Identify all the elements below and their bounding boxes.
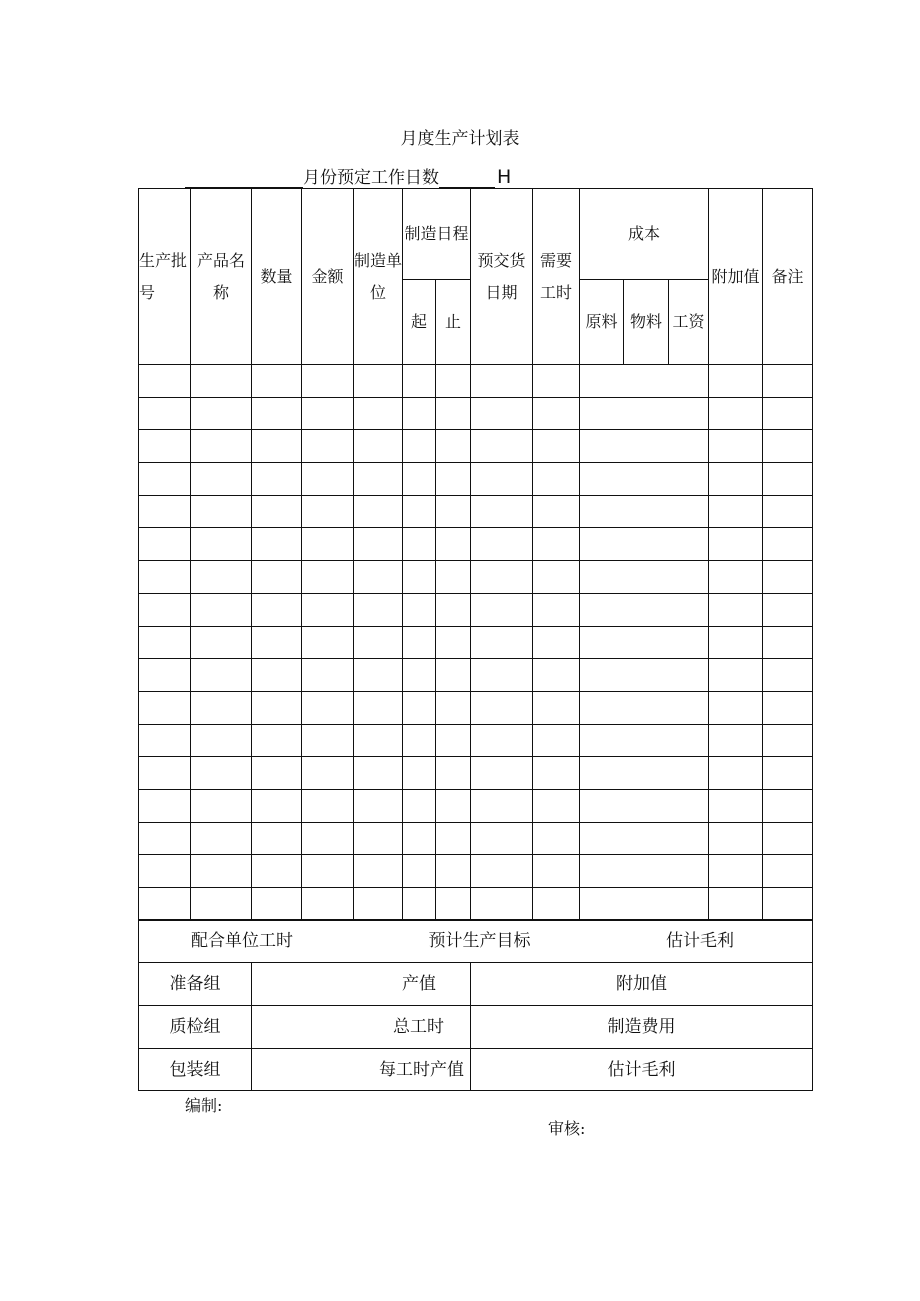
table-cell[interactable] (436, 593, 471, 626)
table-cell[interactable] (580, 593, 709, 626)
table-cell[interactable] (139, 463, 191, 496)
table-cell[interactable] (354, 430, 403, 463)
table-cell[interactable] (191, 724, 252, 757)
table-cell[interactable] (354, 528, 403, 561)
table-cell[interactable] (763, 397, 813, 430)
table-cell[interactable] (354, 659, 403, 692)
table-cell[interactable] (403, 855, 436, 888)
table-cell[interactable] (403, 626, 436, 659)
table-cell[interactable] (252, 659, 302, 692)
table-cell[interactable] (252, 691, 302, 724)
table-cell[interactable] (763, 659, 813, 692)
table-cell[interactable] (533, 691, 580, 724)
summary-target-total-hours: 总工时 (252, 1006, 471, 1049)
table-cell[interactable] (533, 822, 580, 855)
table-cell[interactable] (533, 561, 580, 594)
summary-group-prep: 准备组 (139, 963, 252, 1006)
table-cell[interactable] (252, 430, 302, 463)
table-row (139, 430, 813, 463)
table-cell[interactable] (354, 888, 403, 921)
table-cell[interactable] (709, 495, 763, 528)
table-cell[interactable] (302, 430, 354, 463)
table-cell[interactable] (763, 593, 813, 626)
table-cell[interactable] (191, 691, 252, 724)
table-cell[interactable] (471, 430, 533, 463)
table-cell[interactable] (709, 463, 763, 496)
table-cell[interactable] (436, 430, 471, 463)
table-cell[interactable] (709, 626, 763, 659)
table-cell[interactable] (763, 789, 813, 822)
table-cell[interactable] (139, 528, 191, 561)
table-cell[interactable] (580, 626, 709, 659)
production-plan-table (138, 188, 813, 921)
table-cell[interactable] (191, 659, 252, 692)
table-cell[interactable] (354, 822, 403, 855)
table-cell[interactable] (436, 789, 471, 822)
table-cell[interactable] (436, 365, 471, 398)
table-cell[interactable] (436, 659, 471, 692)
header-start: 起 (403, 280, 436, 365)
table-cell[interactable] (533, 724, 580, 757)
table-cell[interactable] (763, 724, 813, 757)
table-row (139, 365, 813, 398)
table-cell[interactable] (354, 626, 403, 659)
header-batch-no: 生产批号 (139, 189, 191, 365)
table-cell[interactable] (139, 789, 191, 822)
reviewed-by-label: 审核: (548, 1119, 586, 1138)
table-row (139, 789, 813, 822)
table-cell[interactable] (139, 822, 191, 855)
table-cell[interactable] (191, 855, 252, 888)
table-cell[interactable] (403, 724, 436, 757)
table-cell[interactable] (580, 463, 709, 496)
table-cell[interactable] (709, 561, 763, 594)
table-cell[interactable] (302, 855, 354, 888)
table-cell[interactable] (580, 397, 709, 430)
compiled-by-label: 编制: (185, 1096, 223, 1115)
table-cell[interactable] (302, 757, 354, 790)
table-cell[interactable] (471, 561, 533, 594)
table-cell[interactable] (533, 495, 580, 528)
table-cell[interactable] (403, 430, 436, 463)
table-cell[interactable] (354, 495, 403, 528)
table-cell[interactable] (533, 789, 580, 822)
table-row (139, 822, 813, 855)
table-row (139, 659, 813, 692)
table-cell[interactable] (252, 365, 302, 398)
table-cell[interactable] (471, 888, 533, 921)
table-cell[interactable] (252, 789, 302, 822)
table-cell[interactable] (763, 430, 813, 463)
table-cell[interactable] (436, 822, 471, 855)
table-row (139, 397, 813, 430)
table-header (139, 189, 813, 365)
table-cell[interactable] (302, 561, 354, 594)
table-cell[interactable] (302, 495, 354, 528)
table-cell[interactable] (354, 561, 403, 594)
table-cell[interactable] (763, 888, 813, 921)
table-cell[interactable] (139, 495, 191, 528)
table-cell[interactable] (302, 365, 354, 398)
table-cell[interactable] (763, 822, 813, 855)
table-cell[interactable] (302, 659, 354, 692)
table-cell[interactable] (252, 495, 302, 528)
table-cell[interactable] (354, 365, 403, 398)
table-row (139, 561, 813, 594)
summary-group-qc: 质检组 (139, 1006, 252, 1049)
table-cell[interactable] (580, 789, 709, 822)
table-cell[interactable] (471, 528, 533, 561)
table-cell[interactable] (763, 495, 813, 528)
table-cell[interactable] (533, 430, 580, 463)
table-cell[interactable] (436, 888, 471, 921)
table-cell[interactable] (252, 528, 302, 561)
table-cell[interactable] (763, 691, 813, 724)
table-row (139, 724, 813, 757)
header-raw-material: 原料 (580, 280, 624, 365)
days-blank[interactable] (439, 169, 495, 188)
header-required-hours: 需要工时 (533, 189, 580, 365)
table-cell[interactable] (709, 888, 763, 921)
summary-table (138, 919, 813, 1091)
header-mfg-schedule: 制造日程 (403, 189, 471, 280)
table-cell[interactable] (354, 691, 403, 724)
hours-unit: H (497, 166, 512, 188)
table-cell[interactable] (471, 659, 533, 692)
table-cell[interactable] (252, 724, 302, 757)
table-row (139, 626, 813, 659)
table-cell[interactable] (763, 855, 813, 888)
table-cell[interactable] (302, 724, 354, 757)
table-cell[interactable] (533, 855, 580, 888)
table-cell[interactable] (471, 789, 533, 822)
table-cell[interactable] (763, 561, 813, 594)
table-cell[interactable] (403, 757, 436, 790)
table-cell[interactable] (252, 757, 302, 790)
header-materials: 物料 (624, 280, 669, 365)
table-cell[interactable] (354, 593, 403, 626)
table-cell[interactable] (709, 593, 763, 626)
table-cell[interactable] (763, 463, 813, 496)
table-cell[interactable] (139, 626, 191, 659)
table-body (139, 365, 813, 921)
header-mfg-unit: 制造单位 (354, 189, 403, 365)
table-row (139, 495, 813, 528)
table-cell[interactable] (471, 626, 533, 659)
summary-head-target: 预计生产目标 (428, 931, 531, 951)
table-cell[interactable] (252, 561, 302, 594)
table-row (139, 757, 813, 790)
header-amount: 金额 (302, 189, 354, 365)
table-cell[interactable] (436, 724, 471, 757)
table-row (139, 855, 813, 888)
table-cell[interactable] (191, 365, 252, 398)
table-cell[interactable] (580, 691, 709, 724)
table-cell[interactable] (403, 789, 436, 822)
table-cell[interactable] (471, 855, 533, 888)
table-cell[interactable] (302, 528, 354, 561)
header-remarks: 备注 (763, 189, 813, 365)
table-cell[interactable] (436, 397, 471, 430)
table-cell[interactable] (580, 822, 709, 855)
table-cell[interactable] (302, 888, 354, 921)
table-cell[interactable] (436, 855, 471, 888)
summary-profit-mfg-expense: 制造费用 (471, 1006, 813, 1049)
summary-head-profit: 估计毛利 (666, 931, 734, 951)
table-cell[interactable] (252, 463, 302, 496)
table-cell[interactable] (436, 626, 471, 659)
table-cell[interactable] (191, 626, 252, 659)
table-cell[interactable] (139, 757, 191, 790)
table-cell[interactable] (252, 397, 302, 430)
table-cell[interactable] (471, 495, 533, 528)
table-cell[interactable] (763, 757, 813, 790)
table-cell[interactable] (191, 822, 252, 855)
table-row (139, 463, 813, 496)
table-cell[interactable] (580, 659, 709, 692)
table-cell[interactable] (580, 855, 709, 888)
table-cell[interactable] (302, 822, 354, 855)
table-cell[interactable] (580, 724, 709, 757)
table-cell[interactable] (354, 757, 403, 790)
table-cell[interactable] (763, 626, 813, 659)
table-cell[interactable] (436, 463, 471, 496)
summary-header (139, 920, 813, 963)
table-row (139, 888, 813, 921)
table-cell[interactable] (533, 888, 580, 921)
table-row (139, 528, 813, 561)
table-cell[interactable] (403, 691, 436, 724)
table-cell[interactable] (302, 397, 354, 430)
table-cell[interactable] (403, 397, 436, 430)
table-cell[interactable] (191, 397, 252, 430)
summary-group-packing: 包装组 (139, 1049, 252, 1091)
table-cell[interactable] (709, 365, 763, 398)
header-delivery-date: 预交货日期 (471, 189, 533, 365)
table-cell[interactable] (403, 528, 436, 561)
table-cell[interactable] (763, 365, 813, 398)
table-cell[interactable] (139, 397, 191, 430)
table-cell[interactable] (139, 691, 191, 724)
table-cell[interactable] (302, 789, 354, 822)
table-cell[interactable] (709, 691, 763, 724)
summary-head-unit-hours: 配合单位工时 (191, 931, 293, 951)
table-cell[interactable] (436, 691, 471, 724)
table-cell[interactable] (403, 593, 436, 626)
table-cell[interactable] (191, 495, 252, 528)
table-cell[interactable] (252, 855, 302, 888)
table-cell[interactable] (709, 757, 763, 790)
table-cell[interactable] (471, 397, 533, 430)
table-cell[interactable] (139, 561, 191, 594)
table-cell[interactable] (709, 822, 763, 855)
table-cell[interactable] (191, 463, 252, 496)
table-cell[interactable] (302, 593, 354, 626)
table-cell[interactable] (139, 365, 191, 398)
header-quantity: 数量 (252, 189, 302, 365)
table-cell[interactable] (533, 626, 580, 659)
working-days-label: 月份预定工作日数 (303, 168, 439, 188)
table-cell[interactable] (580, 365, 709, 398)
summary-target-output: 产值 (252, 963, 471, 1006)
table-cell[interactable] (191, 593, 252, 626)
table-cell[interactable] (709, 855, 763, 888)
table-cell[interactable] (139, 888, 191, 921)
table-cell[interactable] (252, 593, 302, 626)
table-cell[interactable] (252, 888, 302, 921)
table-cell[interactable] (709, 659, 763, 692)
table-cell[interactable] (580, 430, 709, 463)
header-added-value: 附加值 (709, 189, 763, 365)
table-cell[interactable] (436, 757, 471, 790)
table-cell[interactable] (533, 757, 580, 790)
table-cell[interactable] (709, 528, 763, 561)
table-cell[interactable] (533, 593, 580, 626)
table-cell[interactable] (471, 724, 533, 757)
table-cell[interactable] (403, 561, 436, 594)
summary-target-output-per-hour: 每工时产值 (252, 1049, 471, 1091)
table-cell[interactable] (436, 528, 471, 561)
header-wages: 工资 (669, 280, 709, 365)
summary-profit-added-value: 附加值 (471, 963, 813, 1006)
table-cell[interactable] (533, 463, 580, 496)
table-cell[interactable] (471, 593, 533, 626)
table-cell[interactable] (471, 463, 533, 496)
table-cell[interactable] (403, 822, 436, 855)
working-days-line (185, 163, 511, 188)
table-cell[interactable] (354, 724, 403, 757)
table-cell[interactable] (354, 463, 403, 496)
table-row (139, 593, 813, 626)
table-cell[interactable] (354, 789, 403, 822)
table-cell[interactable] (471, 365, 533, 398)
table-cell[interactable] (709, 789, 763, 822)
table-row (139, 691, 813, 724)
table-cell[interactable] (709, 724, 763, 757)
table-cell[interactable] (302, 691, 354, 724)
table-cell[interactable] (139, 430, 191, 463)
table-cell[interactable] (403, 659, 436, 692)
table-cell[interactable] (580, 561, 709, 594)
form-title: 月度生产计划表 (400, 129, 520, 149)
table-cell[interactable] (139, 724, 191, 757)
table-cell[interactable] (139, 593, 191, 626)
table-cell[interactable] (403, 888, 436, 921)
table-cell[interactable] (403, 495, 436, 528)
table-cell[interactable] (580, 888, 709, 921)
table-cell[interactable] (354, 397, 403, 430)
table-cell[interactable] (471, 691, 533, 724)
table-cell[interactable] (139, 659, 191, 692)
table-cell[interactable] (709, 430, 763, 463)
table-cell[interactable] (302, 626, 354, 659)
table-cell[interactable] (533, 397, 580, 430)
header-product-name: 产品名称 (191, 189, 252, 365)
table-cell[interactable] (191, 757, 252, 790)
table-cell[interactable] (533, 528, 580, 561)
table-cell[interactable] (533, 659, 580, 692)
table-cell[interactable] (533, 365, 580, 398)
table-cell[interactable] (354, 855, 403, 888)
table-cell[interactable] (252, 626, 302, 659)
table-cell[interactable] (191, 528, 252, 561)
table-cell[interactable] (403, 463, 436, 496)
table-cell[interactable] (580, 495, 709, 528)
table-cell[interactable] (471, 757, 533, 790)
table-cell[interactable] (436, 561, 471, 594)
table-cell[interactable] (191, 789, 252, 822)
table-cell[interactable] (709, 397, 763, 430)
table-cell[interactable] (403, 365, 436, 398)
header-cost: 成本 (580, 189, 709, 280)
table-cell[interactable] (139, 855, 191, 888)
table-cell[interactable] (252, 822, 302, 855)
table-cell[interactable] (580, 757, 709, 790)
month-blank[interactable] (185, 169, 303, 188)
table-cell[interactable] (191, 430, 252, 463)
table-cell[interactable] (191, 561, 252, 594)
table-cell[interactable] (580, 528, 709, 561)
table-cell[interactable] (302, 463, 354, 496)
table-cell[interactable] (471, 822, 533, 855)
table-cell[interactable] (191, 888, 252, 921)
table-cell[interactable] (763, 528, 813, 561)
table-cell[interactable] (436, 495, 471, 528)
summary-profit-gross: 估计毛利 (471, 1049, 813, 1091)
header-end: 止 (436, 280, 471, 365)
